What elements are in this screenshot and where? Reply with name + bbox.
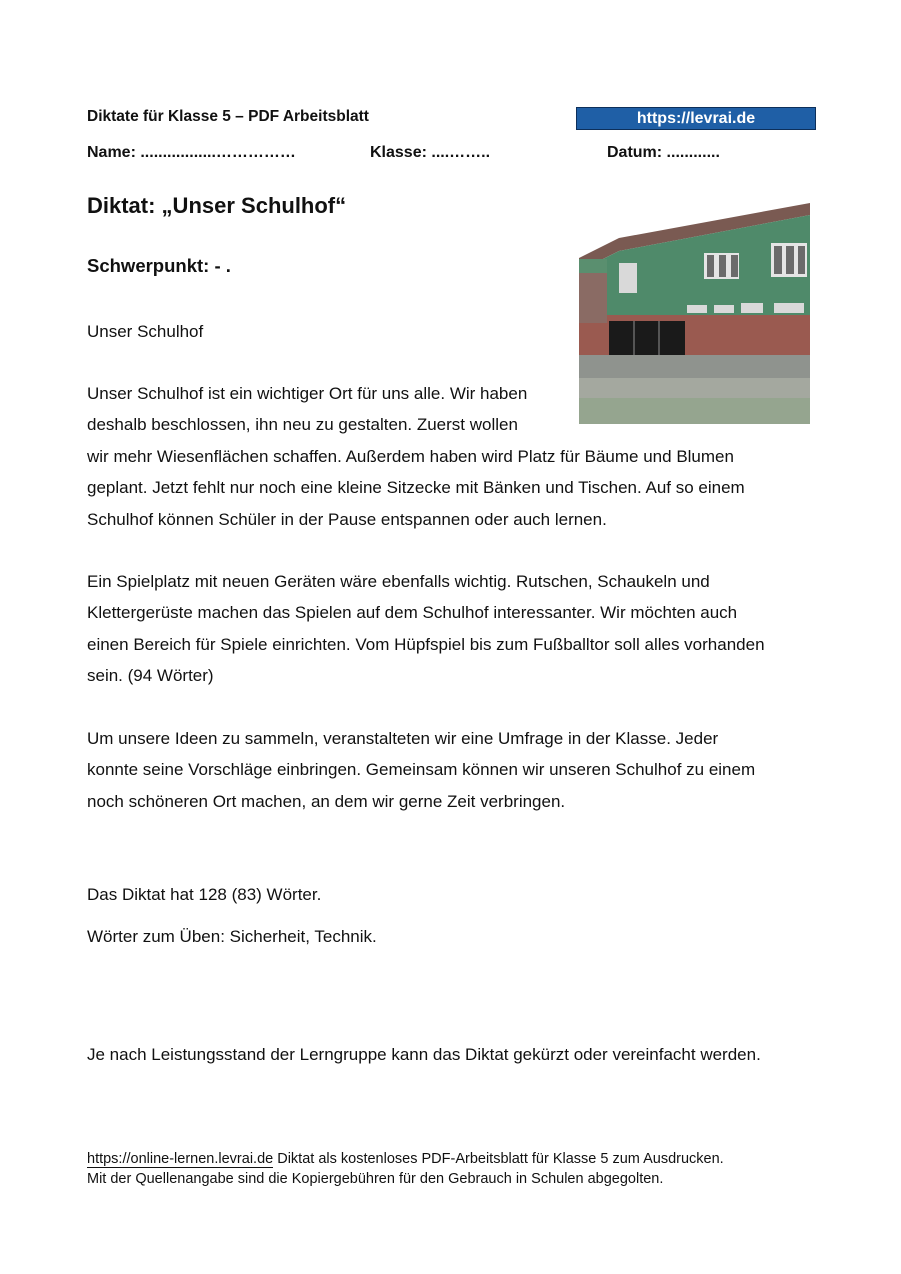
paragraph1-line: Schulhof können Schüler in der Pause entspannen oder auch lernen. <box>87 510 607 529</box>
paragraph2-line: Ein Spielplatz mit neuen Geräten wäre ebenfalls wichtig. Rutschen, Schaukeln und <box>87 572 710 591</box>
text-title: Unser Schulhof <box>87 322 204 341</box>
dictation-title: Diktat: „Unser Schulhof“ <box>87 193 347 218</box>
paragraph3-line: Um unsere Ideen zu sammeln, veranstalteten wir eine Umfrage in der Klasse. Jeder <box>87 729 719 748</box>
footer-source-link[interactable]: https://online-lernen.levrai.de <box>87 1151 274 1167</box>
teacher-note: Je nach Leistungsstand der Lerngruppe kann das Diktat gekürzt oder vereinfacht werden. <box>87 1045 761 1064</box>
worksheet-header-title: Diktate für Klasse 5 – PDF Arbeitsblatt <box>87 108 369 125</box>
paragraph3-line: konnte seine Vorschläge einbringen. Gemeinsam können wir unseren Schulhof zu einem <box>87 760 756 779</box>
paragraph1-line: wir mehr Wiesenflächen schaffen. Außerdem haben wird Platz für Bäume und Blumen <box>87 447 734 466</box>
paragraph1-line: geplant. Jetzt fehlt nur noch eine kleine Sitzecke mit Bänken und Tischen. Auf so einem <box>87 478 745 497</box>
word-count: Das Diktat hat 128 (83) Wörter. <box>87 885 322 904</box>
focus-line: Schwerpunkt: - . <box>87 255 231 276</box>
date-field: Datum: ............ <box>607 144 720 161</box>
paragraph1-line: Unser Schulhof ist ein wichtiger Ort für uns alle. Wir haben <box>87 384 528 403</box>
practice-words: Wörter zum Üben: Sicherheit, Technik. <box>87 927 377 946</box>
paragraph1-line: deshalb beschlossen, ihn neu zu gestalten. Zuerst wollen <box>87 415 518 434</box>
footer-line-2: Mit der Quellenangabe sind die Kopiergebühren für den Gebrauch in Schulen abgegolten. <box>87 1171 664 1187</box>
paragraph2-line: sein. (94 Wörter) <box>87 666 214 685</box>
class-field: Klasse: ....…….. <box>370 144 491 161</box>
name-field: Name: .................…………… <box>87 144 296 161</box>
paragraph2-line: Klettergerüste machen das Spielen auf dem Schulhof interessanter. Wir möchten auch <box>87 603 738 622</box>
schoolyard-image <box>579 203 810 424</box>
site-url-badge[interactable]: https://levrai.de <box>576 107 816 130</box>
footer-line-1 <box>87 1151 724 1167</box>
footer-line-1-text: Diktat als kostenloses PDF-Arbeitsblatt für Klasse 5 zum Ausdrucken. <box>273 1151 724 1167</box>
paragraph2-line: einen Bereich für Spiele einrichten. Vom Hüpfspiel bis zum Fußballtor soll alles vorhanden <box>87 635 765 654</box>
paragraph3-line: noch schöneren Ort machen, an dem wir gerne Zeit verbringen. <box>87 792 566 811</box>
